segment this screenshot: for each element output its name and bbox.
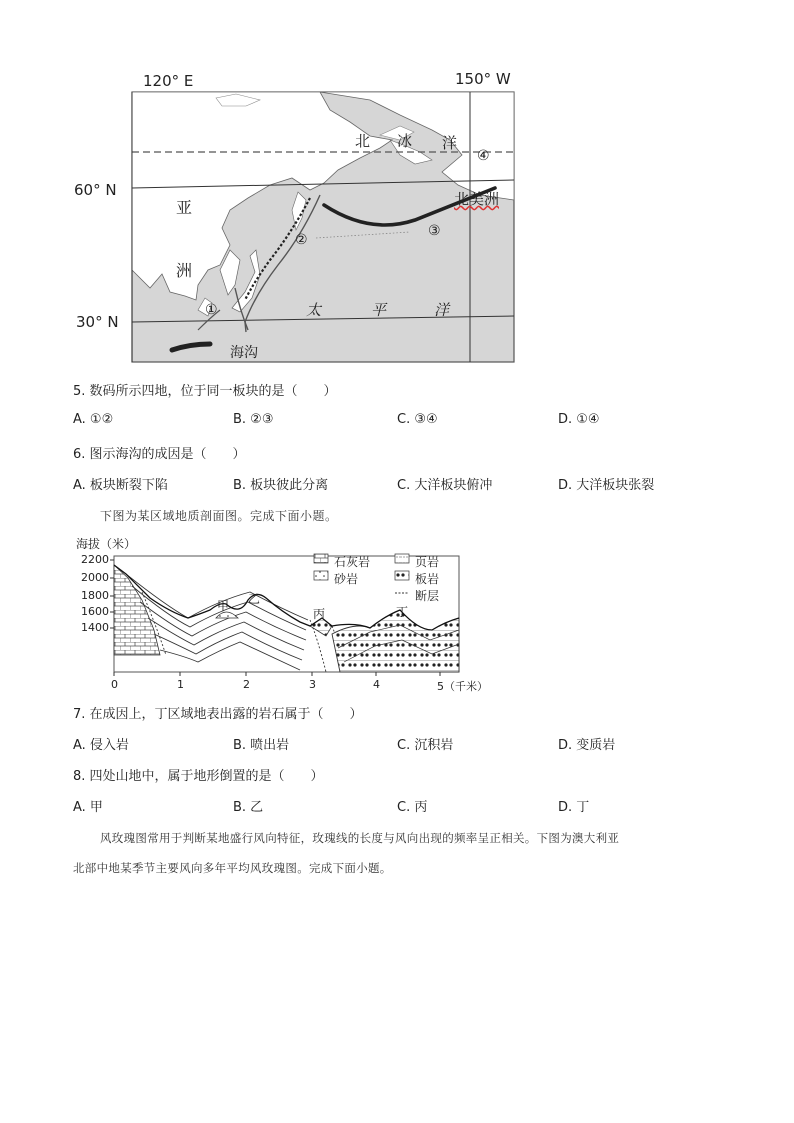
pacific-plate-map	[70, 60, 540, 370]
arctic-label-3: 洋	[442, 134, 458, 152]
intro-wind-rose-line-2: 北部中地某季节主要风向多年平均风玫瑰图。完成下面小题。	[73, 861, 392, 875]
q5-option-b[interactable]: B. ②③	[233, 412, 274, 427]
lon-150w-label: 150° W	[455, 70, 511, 88]
question-8: 8. 四处山地中，属于地形倒置的是（ ）	[73, 769, 324, 784]
q5-option-d[interactable]: D. ①④	[558, 412, 600, 427]
q6-option-a[interactable]: A. 板块断裂下陷	[73, 478, 168, 493]
legend-shale: 页岩	[415, 555, 440, 569]
xtick-1: 1	[177, 678, 184, 691]
q8-option-a[interactable]: A. 甲	[73, 800, 103, 815]
profile-ylabel: 海拔（米）	[76, 537, 137, 551]
question-6: 6. 图示海沟的成因是（ ）	[73, 447, 246, 462]
legend-trench-label: 海沟	[230, 345, 258, 361]
question-7: 7. 在成因上，丁区域地表出露的岩石属于（ ）	[73, 707, 363, 722]
site-jia-label: 甲	[217, 599, 230, 613]
q6-option-c[interactable]: C. 大洋板块俯冲	[397, 478, 493, 493]
point-2-marker: ②	[295, 232, 308, 248]
legend-limestone: 石灰岩	[334, 555, 371, 569]
legend-fault: 断层	[415, 589, 440, 603]
intro-wind-rose-line-1: 风玫瑰图常用于判断某地盛行风向特征，玫瑰线的长度与风向出现的频率呈正相关。下图为澳大利亚	[100, 831, 620, 845]
lon-120e-label: 120° E	[143, 72, 194, 90]
lat-30n-label: 30° N	[76, 313, 119, 331]
ytick-2200: 2200	[81, 553, 109, 566]
q8-option-b[interactable]: B. 乙	[233, 800, 264, 815]
site-ding-label: 丁	[396, 605, 409, 619]
ytick-1800: 1800	[81, 589, 109, 602]
site-yi-label: 乙	[248, 592, 261, 606]
pacific-label-3: 洋	[434, 301, 450, 319]
xtick-5: 5（千米）	[437, 680, 488, 693]
ytick-2000: 2000	[81, 571, 109, 584]
legend-slate: 板岩	[415, 572, 440, 586]
q7-option-d[interactable]: D. 变质岩	[558, 738, 616, 753]
q7-option-b[interactable]: B. 喷出岩	[233, 738, 290, 753]
xtick-2: 2	[243, 678, 250, 691]
pacific-label-2: 平	[371, 301, 387, 319]
asia-label-2: 洲	[176, 261, 193, 280]
north-america-label: 北美洲	[454, 190, 500, 208]
q6-option-d[interactable]: D. 大洋板块张裂	[558, 478, 655, 493]
xtick-3: 3	[309, 678, 316, 691]
xtick-4: 4	[373, 678, 380, 691]
q5-option-c[interactable]: C. ③④	[397, 412, 438, 427]
q7-option-a[interactable]: A. 侵入岩	[73, 738, 129, 753]
arctic-label-1: 北	[355, 132, 371, 150]
site-bing-label: 丙	[313, 607, 326, 621]
point-1-marker: ①	[205, 302, 218, 318]
q6-option-b[interactable]: B. 板块彼此分离	[233, 478, 329, 493]
legend-sandstone: 砂岩	[334, 572, 359, 586]
intro-geologic-profile: 下图为某区域地质剖面图。完成下面小题。	[100, 509, 338, 523]
ytick-1400: 1400	[81, 621, 109, 634]
point-4-marker: ④	[477, 148, 490, 164]
q5-option-a[interactable]: A. ①②	[73, 412, 114, 427]
q7-option-c[interactable]: C. 沉积岩	[397, 738, 454, 753]
asia-label-1: 亚	[176, 198, 193, 217]
q8-option-d[interactable]: D. 丁	[558, 800, 590, 815]
ytick-1600: 1600	[81, 605, 109, 618]
xtick-0: 0	[111, 678, 118, 691]
arctic-label-2: 冰	[397, 132, 413, 150]
q8-option-c[interactable]: C. 丙	[397, 800, 428, 815]
question-5: 5. 数码所示四地，位于同一板块的是（ ）	[73, 384, 337, 399]
lat-60n-label: 60° N	[74, 181, 117, 199]
point-3-marker: ③	[428, 223, 441, 239]
pacific-label-1: 太	[306, 301, 322, 319]
